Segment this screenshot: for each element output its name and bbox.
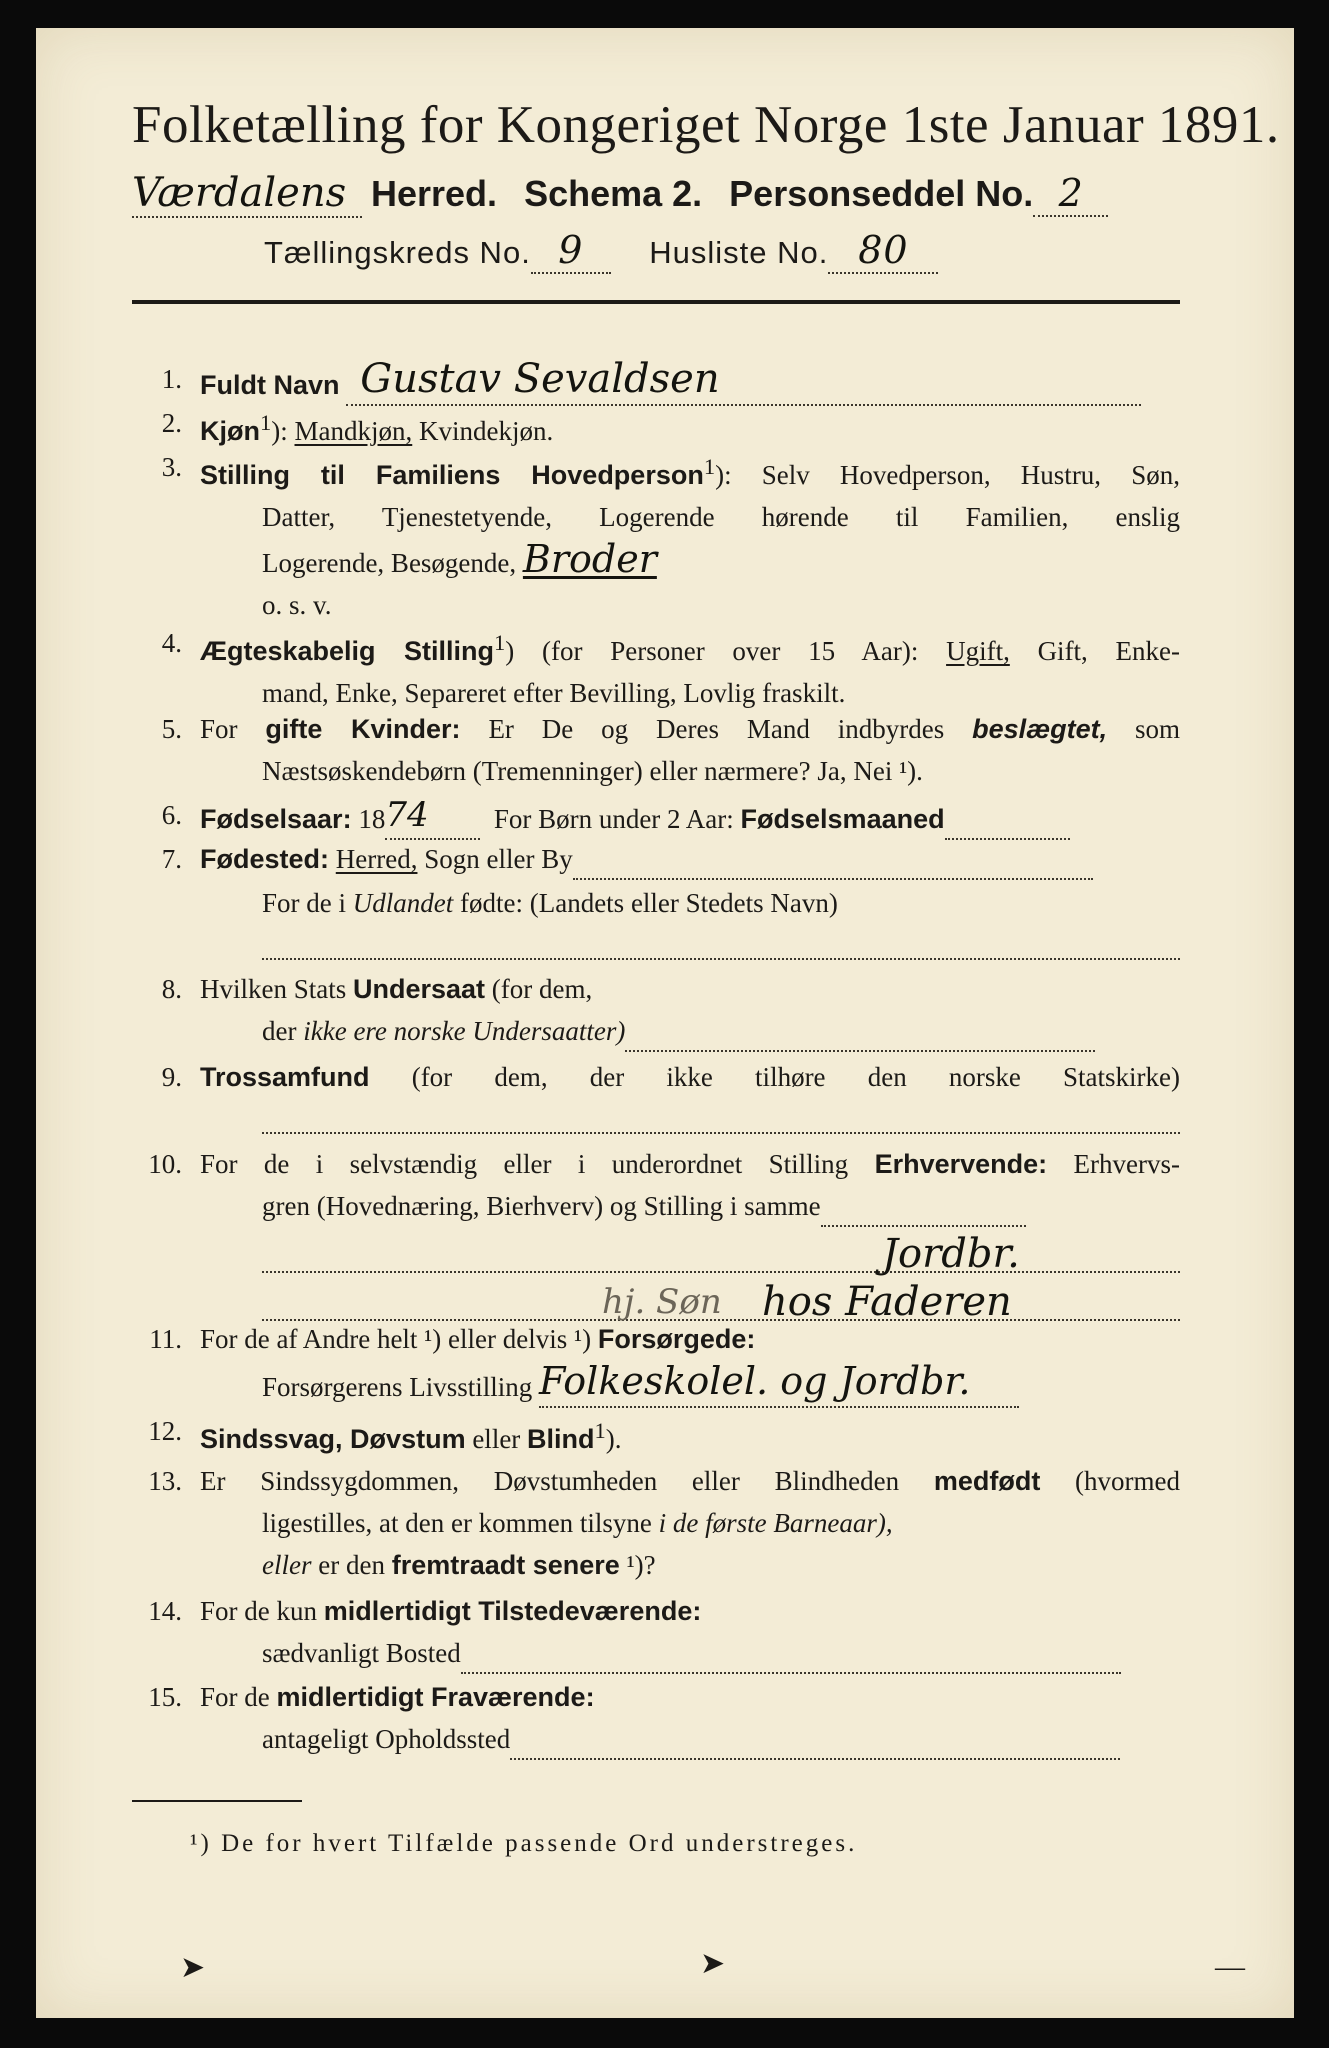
header-rule (132, 300, 1180, 304)
item-text: beslægtet, (972, 714, 1108, 744)
item-text: (for dem, (491, 974, 593, 1004)
footnote-rule (132, 1800, 302, 1802)
item-text: ikke ere norske Undersaatter) (303, 1016, 626, 1046)
item-number: 10. (148, 1149, 182, 1179)
item-text: Er Sindssygdommen, Døvstumheden eller Blindheden (200, 1466, 900, 1496)
item-text: (for dem, der ikke tilhøre den norske Statskirke) (411, 1062, 1180, 1092)
item-text: eller (472, 1424, 521, 1454)
name-answer: Gustav Sevaldsen (360, 356, 720, 402)
item-text: som (1135, 714, 1181, 744)
occupation-answer-faint: hj. Søn (602, 1282, 722, 1322)
item-text: i de første Barneaar), (658, 1508, 893, 1538)
item-label: Sindssvag, Døvstum (200, 1424, 466, 1454)
year-prefix: 18 (358, 804, 386, 834)
item-label: Fuldt Navn (200, 370, 340, 400)
fold-mark-icon: ➤ (180, 1951, 206, 1984)
item-label: Fødselsmaaned (740, 804, 945, 834)
item-text: For de (200, 1682, 270, 1712)
item-label: Ægteskabelig Stilling (200, 636, 495, 666)
item-label: Undersaat (353, 974, 486, 1004)
item-text: Hvilken Stats (200, 974, 347, 1004)
item-number: 3. (161, 452, 182, 482)
marital-unmarried-underlined: Ugift, (946, 636, 1010, 666)
personseddel-number: 2 (1058, 171, 1083, 215)
gender-female: Kvindekjøn. (419, 416, 554, 446)
item-label: Stilling til Familiens Hovedperson (200, 460, 704, 490)
item-number: 12. (148, 1416, 182, 1446)
footnote: ¹) De for hvert Tilfælde passende Ord understreges. (190, 1830, 858, 1857)
item-text: Gift, Enke- (1037, 636, 1181, 666)
item-text: For (200, 714, 238, 744)
item-text: Logerende, Besøgende, (262, 548, 517, 578)
personseddel-label: Personseddel No. (729, 173, 1034, 214)
birth-year-answer: 74 (385, 795, 429, 835)
item-text: Næstsøskendebørn (Tremenninger) eller nærmere? Ja, Nei ¹). (262, 756, 923, 786)
item-text: Forsørgerens Livsstilling (262, 1372, 533, 1402)
item-label: Erhvervende: (874, 1149, 1048, 1179)
item-text: Selv Hovedperson, Hustru, Søn, (761, 460, 1180, 490)
item-label: Fødested: (200, 844, 330, 874)
item-text: For Børn under 2 Aar: (493, 804, 734, 834)
footnote-ref: 1 (494, 630, 506, 655)
header-line-kreds (264, 228, 1164, 274)
item-text: Er De og Deres Mand indbyrdes (488, 714, 945, 744)
item-label: midlertidigt Fraværende: (276, 1682, 595, 1712)
item-text: ¹)? (626, 1550, 656, 1580)
item-text: gren (Hovednæring, Bierhverv) og Stilling i samme (262, 1191, 821, 1221)
footnote-ref: 1 (703, 454, 716, 479)
provider-answer: Folkeskolel. og Jordbr. (539, 1359, 971, 1403)
item-label: fremtraadt senere (391, 1550, 620, 1580)
item-number: 7. (161, 844, 182, 874)
item-text: For de i selvstændig eller i underordnet Stilling (200, 1149, 849, 1179)
item-text: der (262, 1016, 297, 1046)
item-text: For de kun (200, 1596, 317, 1626)
footnote-ref: 1 (594, 1418, 606, 1443)
item-label: Kjøn (200, 416, 260, 446)
item-text: eller (262, 1550, 312, 1580)
form-title: Folketælling for Kongeriget Norge 1ste Januar 1891. (132, 96, 1280, 154)
gender-male-underlined: Mandkjøn, (294, 416, 413, 446)
item-text: sædvanligt Bosted (262, 1638, 461, 1668)
item-number: 5. (161, 714, 182, 744)
occupation-answer-detail: hos Faderen (762, 1279, 1012, 1325)
occupation-answer: Jordbr. (882, 1231, 1020, 1277)
birthplace-herred-underlined: Herred, (335, 844, 418, 874)
item-number: 14. (148, 1596, 182, 1626)
item-text: Sogn eller By (424, 844, 573, 874)
item-number: 4. (161, 628, 182, 658)
husliste-number: 80 (858, 228, 909, 272)
footnote-ref: 1 (260, 410, 272, 435)
item-label: Fødselsaar: (200, 804, 352, 834)
item-label: midlertidigt Tilstedeværende: (323, 1596, 702, 1626)
relation-answer: Broder (522, 537, 657, 581)
item-text: mand, Enke, Separeret efter Bevilling, Lovlig fraskilt. (262, 678, 846, 708)
item-number: 11. (149, 1324, 182, 1354)
item-text: fødte: (Landets eller Stedets Navn) (460, 888, 838, 918)
item-number: 8. (161, 974, 182, 1004)
item-text: Erhvervs- (1073, 1149, 1180, 1179)
item-text: Udlandet (352, 888, 454, 918)
item-text: (for Personer over 15 Aar): (542, 636, 919, 666)
item-label: gifte Kvinder: (265, 714, 461, 744)
item-label: medfødt (933, 1466, 1041, 1496)
husliste-label: Husliste No. (649, 235, 829, 270)
herred-name: Værdalens (132, 170, 347, 216)
herred-label: Herred. (371, 173, 498, 214)
item-number: 2. (161, 408, 182, 438)
item-number: 1. (161, 364, 182, 394)
kreds-label: Tællingskreds No. (264, 235, 531, 270)
item-number: 13. (148, 1466, 182, 1496)
item-number: 6. (161, 800, 182, 830)
schema-label: Schema 2. (524, 173, 703, 214)
item-text: ligestilles, at den er kommen tilsyne (262, 1508, 652, 1538)
item-label: Blind (527, 1424, 595, 1454)
item-text: For de af Andre helt ¹) eller delvis ¹) (200, 1324, 592, 1354)
item-text: For de i (262, 888, 346, 918)
header-line-herred (132, 170, 1182, 218)
item-text: antageligt Opholdssted (262, 1724, 511, 1754)
kreds-number: 9 (558, 228, 584, 272)
fold-mark-icon: — (1215, 1950, 1245, 1983)
item-text: Datter, Tjenestetyende, Logerende hørende til Familien, enslig (262, 502, 1180, 532)
item-number: 15. (148, 1682, 182, 1712)
item-label: Trossamfund (200, 1062, 370, 1092)
item-number: 9. (161, 1062, 182, 1092)
fold-mark-icon: ➤ (700, 1947, 726, 1980)
item-text: er den (318, 1550, 385, 1580)
item-text: (hvormed (1075, 1466, 1181, 1496)
item-text: o. s. v. (262, 590, 332, 620)
item-label: Forsørgede: (597, 1324, 756, 1354)
